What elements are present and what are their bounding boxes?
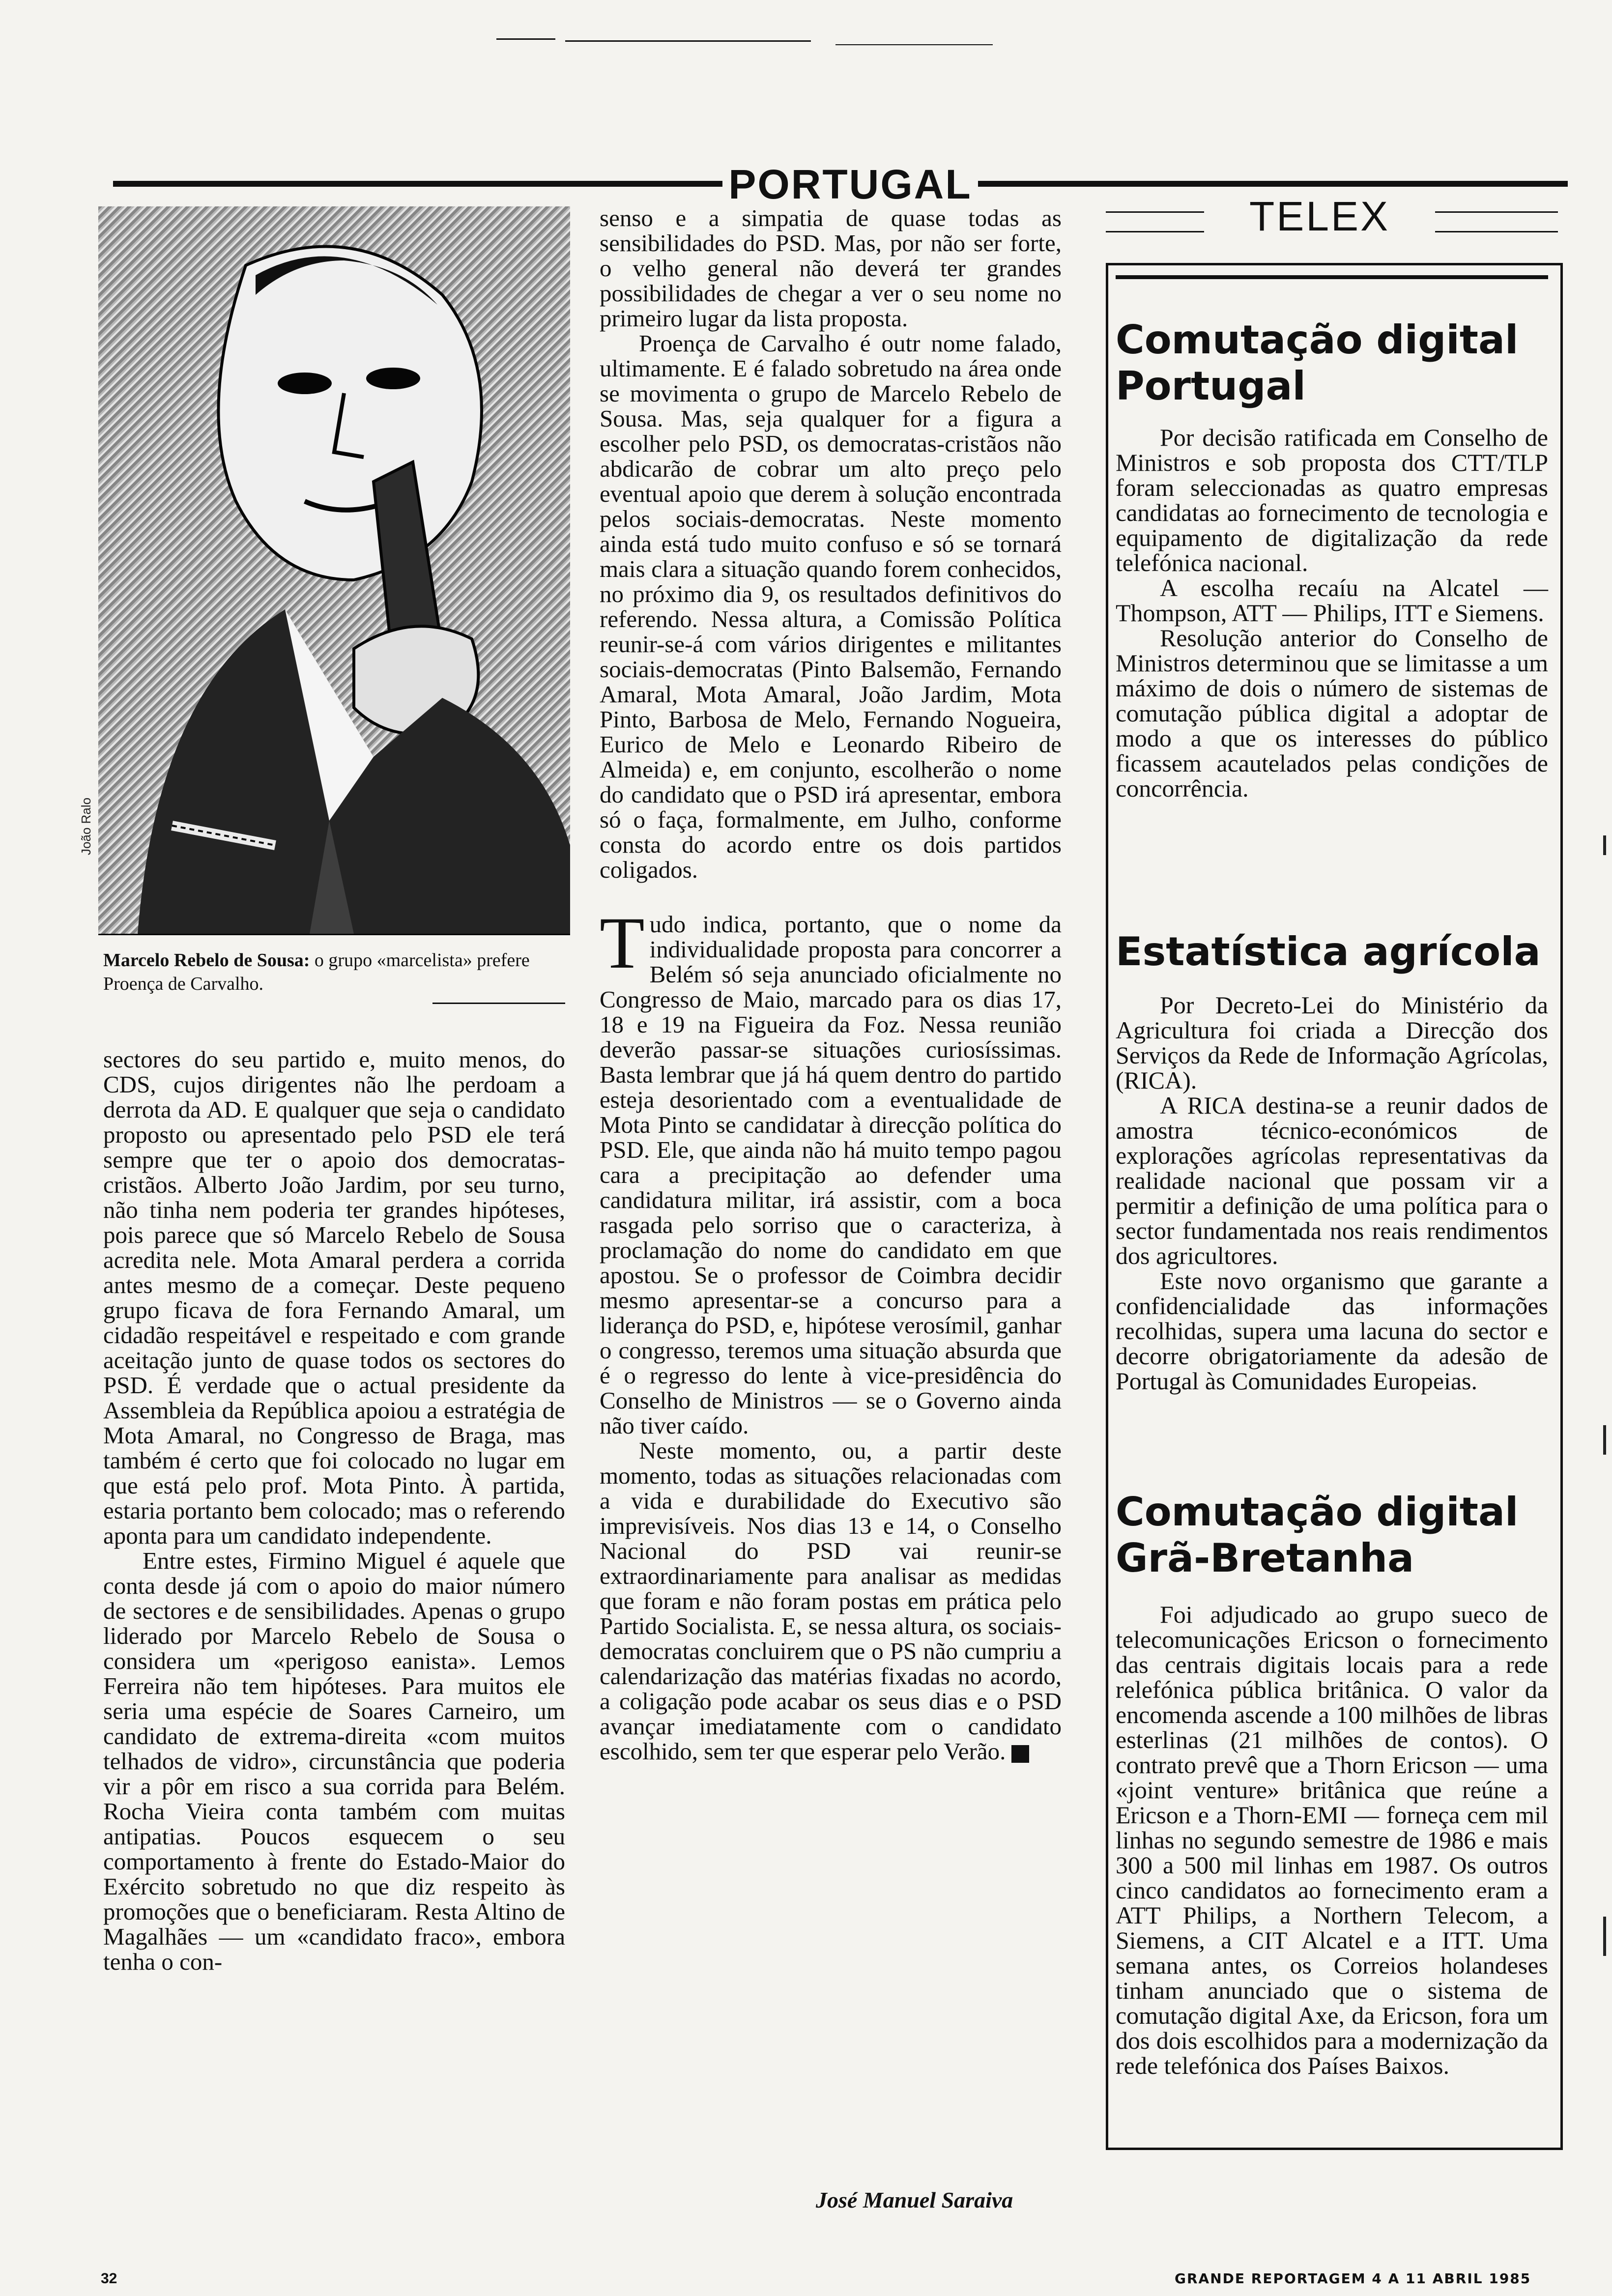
telex-item-body <box>1116 993 1548 1394</box>
caption-rule <box>432 1003 565 1004</box>
portrait-photo <box>98 206 570 935</box>
paragraph: A escolha recaíu na Alcatel — Thompson, ATT — Philips, ITT e Siemens. <box>1116 574 1548 627</box>
telex-item-title: Comutação digital Grã-Bretanha <box>1116 1489 1519 1581</box>
telex-item-body <box>1116 1602 1548 2078</box>
article-column-2 <box>600 205 1062 1764</box>
portrait-illustration <box>98 206 570 934</box>
photo-caption <box>103 948 575 996</box>
telex-rule-right <box>1435 211 1558 213</box>
telex-rule-right <box>1435 231 1558 232</box>
paragraph: Proença de Carvalho é outr nome falado, ultimamente. E é falado sobretudo na área onde se movimenta o grupo de Marcelo Rebelo de Sousa. Mas, seja qualquer for a figura a escolher pelo PSD, os democratas-cristãos não abdicarão de cobrar um alto preço pelo eventual apoio que derem à solução encontrada pelos sociais-democratas. Neste momento ainda está tudo muito confuso e só se tornará mais clara a situação quando forem conhecidos, no próximo dia 9, os resultados definitivos do referendo. Nessa altura, a Comissão Política reunir-se-á com vários dirigentes e militantes sociais-democratas (Pinto Balsemão, Fernando Amaral, Mota Amaral, João Jardim, Mota Pinto, Barbosa de Melo, Fernando Nogueira, Eurico de Melo e Leonardo Ribeiro de Almeida) e, em conjunto, escolherão o nome do candidato que o PSD irá apresentar, embora só o faça, formalmente, em Julho, conforme consta do acordo entre os dois partidos coligados. <box>600 330 1062 883</box>
paragraph: Entre estes, Firmino Miguel é aquele que conta desde já com o apoio do maior número de sectores e de sensibilidades. Apenas o grupo liderado por Marcelo Rebelo de Sousa o considera um «perigoso eanista». Lemos Ferreira não tem hipóteses. Para muitos ele seria uma espécie de Soares Carneiro, um candidato de extrema-direita «com muitos telhados de vidro», circunstância que poderia vir a pôr em risco a sua corrida para Belém. Rocha Vieira conta também com muitas antipatias. Poucos esquecem o seu comportamento à frente do Estado-Maior do Exército sobretudo no que diz respeito às promoções que o beneficiaram. Resta Altino de Magalhães — um «candidato fraco», embora tenha o con- <box>103 1547 565 1975</box>
telex-item-title: Comutação digital Portugal <box>1116 317 1519 409</box>
caption-name: Marcelo Rebelo de Sousa: <box>103 950 310 971</box>
scan-mark <box>1603 835 1606 855</box>
paragraph: Por Decreto-Lei do Ministério da Agricultura foi criada a Direcção dos Serviços da Rede de Informação Agrícolas, (RICA). <box>1116 991 1548 1094</box>
paragraph: Resolução anterior do Conselho de Ministros determinou que se limitasse a um máximo de dois o número de sistemas de comutação pública digital a adoptar de modo a que os interesses do público ficassem acautelados pelas condições de concorrência. <box>1116 624 1548 802</box>
page-number: 32 <box>101 2270 117 2287</box>
scan-mark <box>835 44 993 45</box>
paragraph-text: Neste momento, ou, a partir deste momento, todas as situações relacionadas com a vida e durabilidade do Executivo são imprevisíveis. Nos dias 13 e 14, o Conselho Nacional do PSD vai reunir-se extraordinariamente para analisar as medidas que foram e não foram postas em prática pelo Partido Socialista. E, se nessa altura, os sociais-democratas concluirem que o PS não cumpriu a calendarização das matérias fixadas no acordo, a coligação pode acabar os seus dias e o PSD avançar imediatamente com o candidato escolhido, sem ter que esperar pelo Verão. <box>600 1437 1062 1765</box>
paragraph: A RICA destina-se a reunir dados de amostra técnico-económicos de explorações agrícolas representativas da realidade nacional que possam vir a permitir a definição de uma política para o sector fundamentada nos reais rendimentos dos agricultores. <box>1116 1091 1548 1269</box>
paragraph <box>600 1438 1062 1764</box>
paragraph: senso e a simpatia de quase todas as sensibilidades do PSD. Mas, por não ser forte, o velho general não deverá ter grandes possibilidades de chegar a ver o seu nome no primeiro lugar da lista proposta. <box>600 204 1062 332</box>
paragraph: sectores do seu partido e, muito menos, do CDS, cujos dirigentes não lhe perdoam a derrota da AD. E qualquer que seja o candidato proposto ou apresentado pelo PSD ele terá sempre que ter o apoio dos democratas-cristãos. Alberto João Jardim, por seu turno, não tinha nem poderia ter grandes hipóteses, pois parece que só Marcelo Rebelo de Sousa acredita nele. Mota Amaral perdera a corrida antes mesmo de a começar. Deste pequeno grupo ficava de fora Fernando Amaral, um cidadão respeitável e respeitado e com grande aceitação junto de quase todos os sectores do PSD. É verdade que o actual presidente da Assembleia da República apoiou a estratégia de Mota Amaral, no Congresso de Braga, mas também é certo que foi colocado no lugar em que está pelo prof. Mota Pinto. À partida, estaria portanto bem colocado; mas o referendo aponta para um candidato independente. <box>103 1046 565 1549</box>
scan-mark <box>565 40 811 42</box>
paragraph: Foi adjudicado ao grupo sueco de telecomunicações Ericson o fornecimento das centrais digitais locais para a rede relefónica pública britânica. O valor da encomenda ascende a 100 milhões de libras esterlinas (21 milhões de contos). O contrato prevê que a Thorn Ericson — uma «joint venture» britânica que reúne a Ericson e a Thorn-EMI — forneça cem mil linhas no segundo semestre de 1986 e mais 300 a 500 mil linhas em 1987. Os outros cinco candidatos ao fornecimento eram a ATT Philips, a Northern Telecom, a Siemens, a CIT Alcatel e a ITT. Uma semana antes, os Correios holandeses tinham anunciado que o sistema de comutação digital Axe, da Ericson, fora um dos dois escolhidos para a modernização da rede telefónica dos Países Baixos. <box>1116 1601 1548 2079</box>
drop-cap: T <box>600 902 645 984</box>
header-rule-left <box>113 181 722 187</box>
scan-mark <box>1603 1917 1606 1956</box>
header-rule-right <box>978 181 1568 187</box>
scan-mark <box>496 38 555 40</box>
telex-title: TELEX <box>1204 194 1435 238</box>
article-column-1 <box>103 1047 565 1974</box>
byline: José Manuel Saraiva <box>816 2187 1013 2212</box>
section-title: PORTUGAL <box>722 162 978 206</box>
magazine-issue: GRANDE REPORTAGEM 4 A 11 ABRIL 1985 <box>1175 2270 1531 2287</box>
telex-item-body <box>1116 425 1548 801</box>
photo-credit: João Ralo <box>79 797 93 855</box>
caption-text: o grupo «marcelista» prefere Proença de Carvalho. <box>103 950 530 994</box>
paragraph-dropcap <box>600 902 1062 1439</box>
paragraph-text: udo indica, portanto, que o nome da individualidade proposta para concorrer a Belém só seja anunciado oficialmente no Congresso de Maio, marcado para os dias 17, 18 e 19 na Figueira da Foz. Nessa reunião deverão passar-se situações curiosíssimas. Basta lembrar que já há quem dentro do partido esteja desorientado com a eventualidade de Mota Pinto se candidatar à direcção política do PSD. Ele, que ainda não há muito tempo pagou cara a precipitação ao defender uma candidatura militar, irá assistir, com a boca rasgada pelo sorriso que o caracteriza, à proclamação do nome do candidato em que apostou. Se o professor de Coimbra decidir mesmo apresentar-se a concurso para a liderança do PSD, e, hipótese verosímil, ganhar o congresso, teremos uma situação absurda que é o regresso do lente à vice-presidência do Conselho de Ministros — se o Governo ainda não tiver caído. <box>600 911 1062 1439</box>
telex-item-title: Estatística agrícola <box>1116 929 1541 975</box>
scan-mark <box>1603 1425 1606 1455</box>
end-mark <box>1011 1745 1029 1763</box>
telex-rule-left <box>1106 231 1204 232</box>
telex-inner-rule <box>1116 275 1548 279</box>
telex-rule-left <box>1106 211 1204 213</box>
paragraph: Por decisão ratificada em Conselho de Ministros e sob proposta dos CTT/TLP foram seleccionadas as quatro empresas candidatas ao fornecimento de tecnologia e equipamento de digitalização da rede telefónica nacional. <box>1116 424 1548 576</box>
paragraph: Este novo organismo que garante a confidencialidade das informações recolhidas, supera uma lacuna do sector e decorre obrigatoriamente da adesão de Portugal às Comunidades Europeias. <box>1116 1267 1548 1395</box>
